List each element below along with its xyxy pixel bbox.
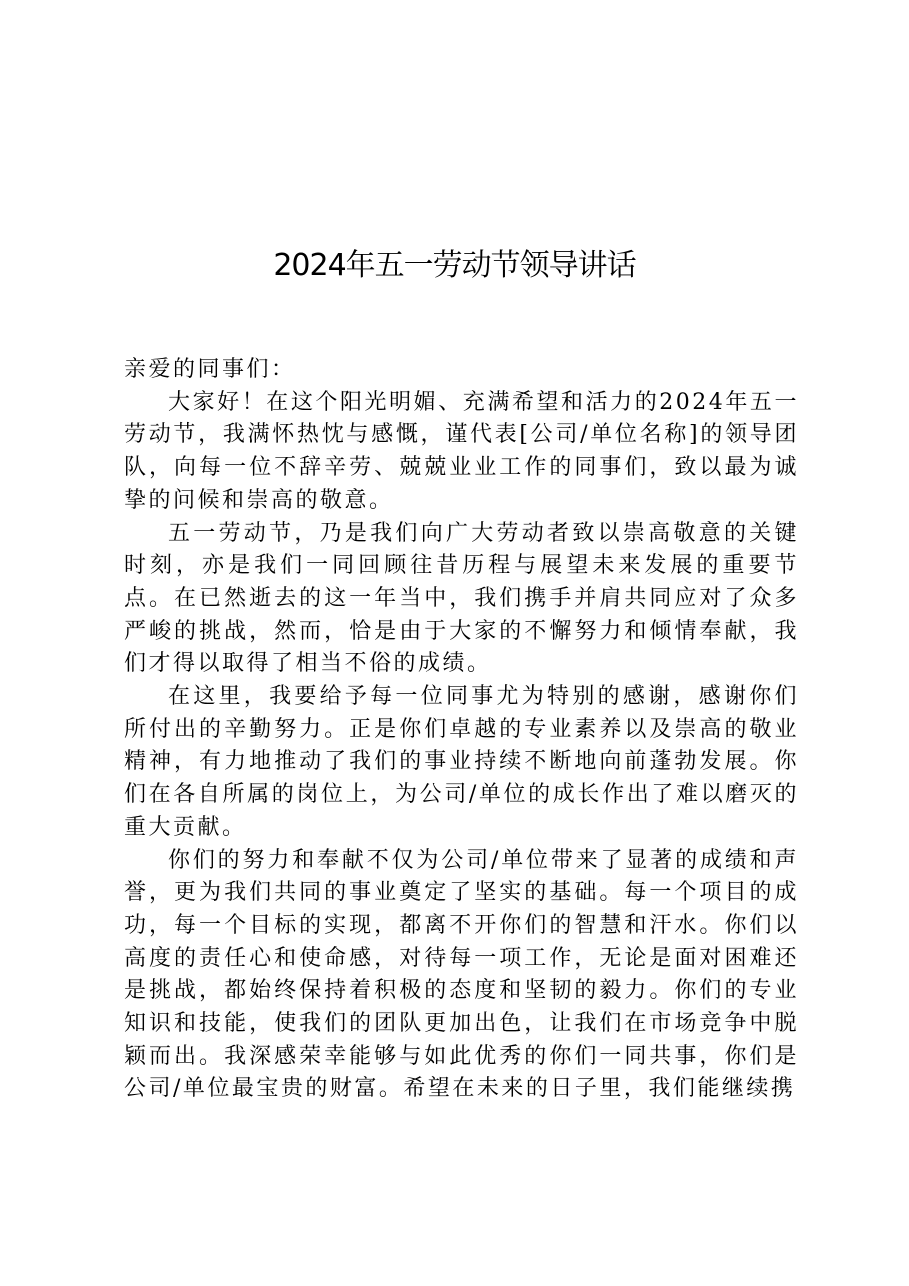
paragraph-thanks: 在这里，我要给予每一位同事尤为特别的感谢，感谢你们所付出的辛勤努力。正是你们卓越的专业素养以及崇高的敬业精神，有力地推动了我们的事业持续不断地向前蓬勃发展。你们在各自所属的岗位上，为公司/单位的成长作出了难以磨灭的重大贡献。 bbox=[124, 684, 799, 840]
paragraph-significance: 五一劳动节，乃是我们向广大劳动者致以崇高敬意的关键时刻，亦是我们一同回顾往昔历程与展望未来发展的重要节点。在已然逝去的这一年当中，我们携手并肩共同应对了众多严峻的挑战，然而，恰是由于大家的不懈努力和倾情奉献，我们才得以取得了相当不俗的成绩。 bbox=[124, 520, 799, 677]
paragraph-greeting: 大家好！在这个阳光明媚、充满希望和活力的2024年五一劳动节，我满怀热忱与感慨，谨代表[公司/单位名称]的领导团队，向每一位不辞辛劳、兢兢业业工作的同事们，致以最为诚挚的问候和崇高的敬意。 bbox=[124, 389, 799, 513]
salutation: 亲爱的同事们： bbox=[124, 357, 296, 382]
document-body bbox=[124, 354, 799, 1106]
document-title: 2024年五一劳动节领导讲话 bbox=[273, 248, 636, 283]
paragraph-contribution: 你们的努力和奉献不仅为公司/单位带来了显著的成绩和声誉，更为我们共同的事业奠定了坚实的基础。每一个项目的成功，每一个目标的实现，都离不开你们的智慧和汗水。你们以高度的责任心和使命感，对待每一项工作，无论是面对困难还是挑战，都始终保持着积极的态度和坚韧的毅力。你们的专业知识和技能，使我们的团队更加出色，让我们在市场竞争中脱颖而出。我深感荣幸能够与如此优秀的你们一同共事，你们是公司/单位最宝贵的财富。希望在未来的日子里，我们能继续携 bbox=[124, 847, 799, 1102]
